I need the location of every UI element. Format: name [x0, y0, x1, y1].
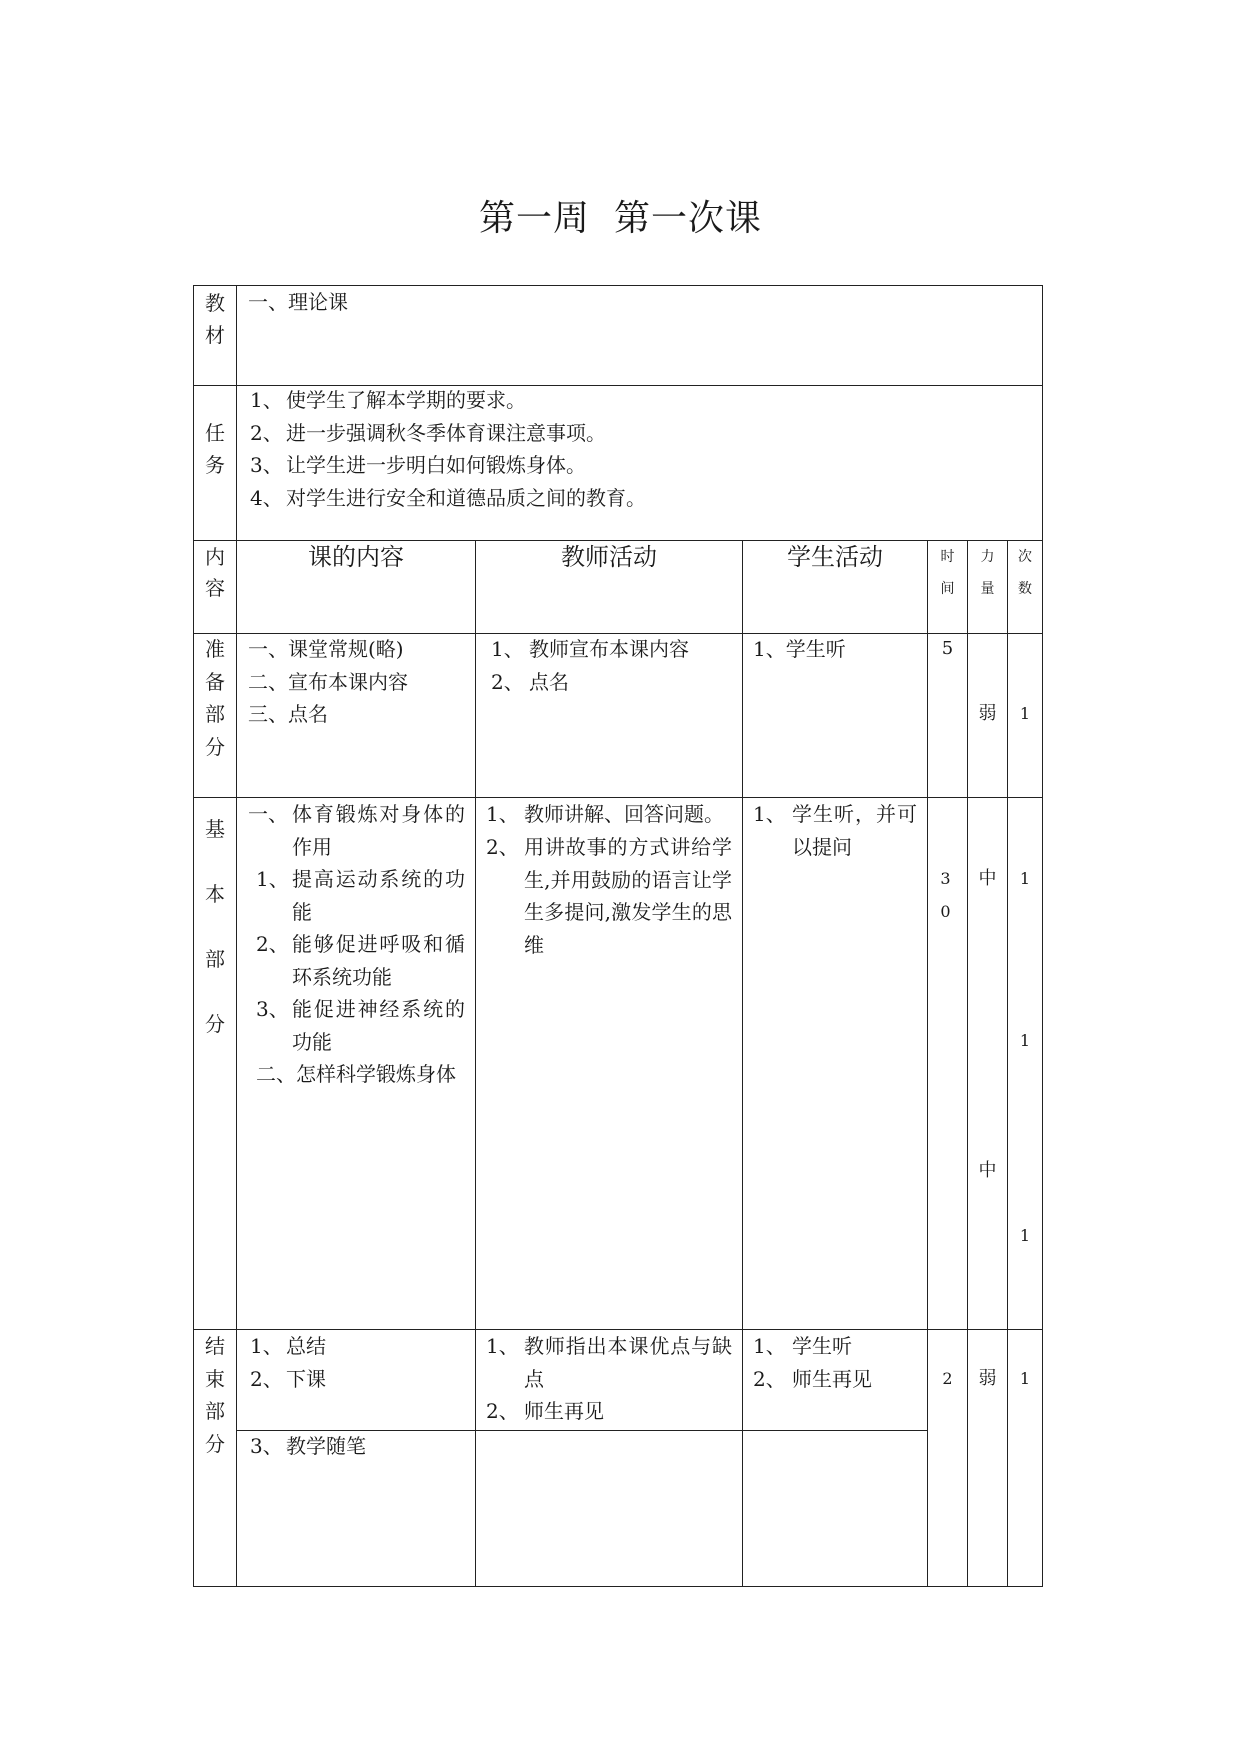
content-item: 体育锻炼对身体的作用 [292, 802, 465, 859]
column-divider [475, 540, 476, 1587]
jieshu-label [194, 1330, 236, 1460]
renwu-item: 进一步强调秋冬季体育课注意事项。 [286, 421, 606, 445]
header-label-text: 内容 [205, 545, 225, 600]
title-lesson: 第一次课 [614, 198, 763, 239]
content-num: 2、 [256, 932, 289, 956]
teacher-item: 教师指出本课优点与缺点 [524, 1334, 732, 1391]
jiben-count: 1 [1019, 1031, 1031, 1050]
column-divider [927, 540, 928, 1587]
header-intensity-text: 力量 [980, 549, 995, 597]
teacher-item: 点名 [529, 670, 569, 694]
content-num: 3、 [256, 997, 289, 1021]
jieshu-intensity: 弱 [978, 1368, 997, 1389]
header-student: 学生活动 [787, 543, 883, 571]
content-item: 能促进神经系统的功能 [292, 997, 465, 1054]
content-line: 二、宣布本课内容 [248, 670, 408, 694]
jiben-count: 1 [1019, 1226, 1031, 1245]
teacher-num: 2、 [486, 1399, 519, 1423]
header-time [928, 541, 967, 605]
jiben-intensity: 中 [978, 868, 997, 889]
notes-label: 教学随笔 [286, 1434, 366, 1458]
renwu-label [194, 417, 236, 481]
renwu-num: 3、 [250, 453, 283, 477]
teacher-item: 教师讲解、回答问题。 [524, 802, 724, 826]
student-item: 学生听 [792, 1334, 852, 1358]
renwu-num: 4、 [250, 486, 283, 510]
student-num: 2、 [753, 1367, 786, 1391]
content-item: 总结 [286, 1334, 326, 1358]
content-num: 2、 [250, 1367, 283, 1391]
header-count-text: 次数 [1018, 549, 1032, 597]
header-label [194, 542, 236, 604]
jieshu-count: 1 [1019, 1369, 1031, 1388]
zhunbei-intensity: 弱 [978, 703, 997, 724]
teacher-num: 2、 [491, 670, 524, 694]
teacher-item: 用讲故事的方式讲给学生,并用鼓励的语言让学生多提问,激发学生的思维 [524, 835, 732, 957]
jiaocai-label [194, 287, 236, 351]
content-line: 二、怎样科学锻炼身体 [256, 1062, 456, 1086]
content-num: 一、 [248, 802, 288, 826]
renwu-label-text: 任务 [205, 421, 225, 477]
header-teacher: 教师活动 [561, 543, 657, 571]
jieshu-label-text: 结束部分 [205, 1334, 225, 1456]
jiaocai-label-text: 教材 [205, 291, 225, 347]
zhunbei-label [194, 633, 236, 763]
jiben-time: 30 [940, 869, 951, 921]
teacher-item: 教师宣布本课内容 [529, 637, 689, 661]
renwu-num: 2、 [250, 421, 283, 445]
content-item: 下课 [286, 1367, 326, 1391]
column-divider [236, 285, 237, 1587]
jiben-label [194, 797, 236, 1057]
content-num: 1、 [250, 1334, 283, 1358]
content-line: 一、课堂常规(略) [248, 637, 404, 661]
header-count [1008, 541, 1042, 605]
student-item: 学生听，并可以提问 [792, 802, 917, 859]
teacher-num: 1、 [486, 1334, 519, 1358]
student-num: 1、 [753, 802, 786, 826]
teacher-num: 2、 [486, 835, 519, 859]
zhunbei-count: 1 [1019, 704, 1031, 723]
renwu-item: 使学生了解本学期的要求。 [286, 388, 526, 412]
table-border-right [1042, 285, 1043, 1587]
zhunbei-time: 5 [941, 638, 954, 659]
content-item: 能够促进呼吸和循环系统功能 [292, 932, 465, 989]
teacher-num: 1、 [491, 637, 524, 661]
renwu-item: 让学生进一步明白如何锻炼身体。 [286, 453, 586, 477]
title-week: 第一周 [478, 198, 590, 239]
renwu-num: 1、 [250, 388, 283, 412]
header-content: 课的内容 [308, 543, 404, 571]
row-divider [193, 540, 1042, 541]
student-num: 1、 [753, 1334, 786, 1358]
jiben-intensity: 中 [978, 1160, 997, 1181]
content-num: 1、 [256, 867, 289, 891]
page-title [0, 190, 1241, 241]
student-item: 师生再见 [792, 1367, 872, 1391]
content-item: 提高运动系统的功能 [292, 867, 465, 924]
renwu-item: 对学生进行安全和道德品质之间的教育。 [286, 486, 646, 510]
jiben-label-text: 基本部分 [205, 817, 225, 1036]
header-intensity [968, 541, 1007, 605]
jiben-count: 1 [1019, 869, 1031, 888]
jieshu-time: 2 [942, 1369, 953, 1388]
notes-num: 3、 [250, 1434, 283, 1458]
jiaocai-content: 一、理论课 [248, 290, 348, 314]
column-divider [742, 540, 743, 1587]
table-border-bottom [193, 1586, 1042, 1587]
zhunbei-label-text: 准备部分 [205, 637, 225, 759]
teacher-item: 师生再见 [524, 1399, 604, 1423]
teacher-num: 1、 [486, 802, 519, 826]
content-line: 三、点名 [248, 702, 328, 726]
header-time-text: 时间 [940, 549, 955, 597]
zhunbei-student: 1、学生听 [753, 637, 846, 661]
